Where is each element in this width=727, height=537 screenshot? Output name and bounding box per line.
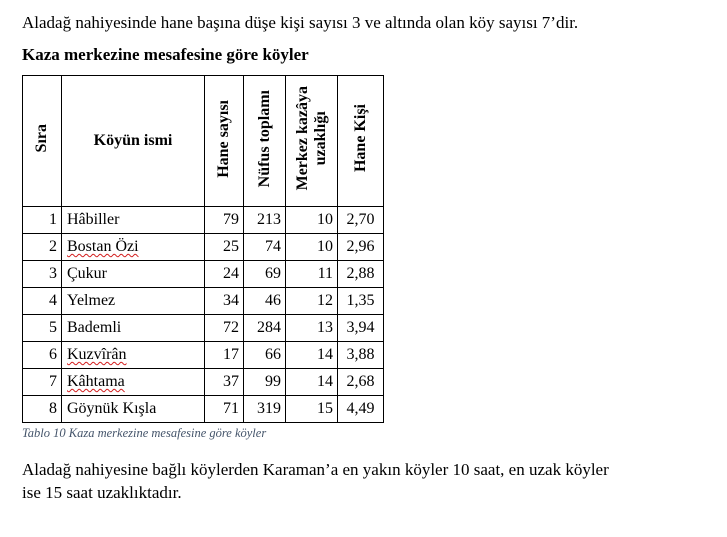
cell-koy: Göynük Kışla: [62, 396, 205, 423]
cell-hane-kisi: 2,70: [338, 207, 384, 234]
cell-sira: 6: [23, 342, 62, 369]
cell-koy: Bademli: [62, 315, 205, 342]
cell-hane: 37: [205, 369, 244, 396]
cell-mesafe: 14: [286, 369, 338, 396]
table-row: [23, 207, 384, 234]
cell-hane-kisi: 2,68: [338, 369, 384, 396]
cell-nufus: 46: [244, 288, 286, 315]
header-mesafe-line2: uzaklığı: [311, 111, 329, 166]
cell-sira: 5: [23, 315, 62, 342]
cell-mesafe: 10: [286, 234, 338, 261]
header-mesafe-line1: Merkez kazâya: [293, 86, 311, 191]
cell-nufus: 284: [244, 315, 286, 342]
table-caption: Tablo 10 Kaza merkezine mesafesine göre köyler: [22, 426, 267, 440]
cell-mesafe: 10: [286, 207, 338, 234]
cell-hane: 17: [205, 342, 244, 369]
cell-koy: Bostan Özi: [62, 234, 205, 261]
table-header-row: [23, 76, 384, 207]
header-hane: Hane sayısı: [205, 76, 244, 207]
cell-nufus: 319: [244, 396, 286, 423]
cell-mesafe: 15: [286, 396, 338, 423]
cell-nufus: 74: [244, 234, 286, 261]
cell-hane: 72: [205, 315, 244, 342]
cell-hane-kisi: 3,94: [338, 315, 384, 342]
header-hane-kisi: Hane Kişi: [338, 76, 384, 207]
cell-hane-kisi: 2,96: [338, 234, 384, 261]
cell-nufus: 69: [244, 261, 286, 288]
table-row: [23, 369, 384, 396]
header-sira: Sıra: [23, 76, 62, 207]
cell-hane: 79: [205, 207, 244, 234]
table-row: [23, 288, 384, 315]
cell-hane-kisi: 3,88: [338, 342, 384, 369]
intro-paragraph: Aladağ nahiyesinde hane başına düşe kişi sayısı 3 ve altında olan köy sayısı 7’dir.: [22, 13, 579, 32]
header-koy: Köyün ismi: [62, 76, 205, 207]
cell-sira: 3: [23, 261, 62, 288]
cell-mesafe: 13: [286, 315, 338, 342]
cell-nufus: 66: [244, 342, 286, 369]
cell-hane: 25: [205, 234, 244, 261]
cell-mesafe: 12: [286, 288, 338, 315]
cell-hane-kisi: 4,49: [338, 396, 384, 423]
cell-sira: 1: [23, 207, 62, 234]
table-row: [23, 315, 384, 342]
cell-sira: 7: [23, 369, 62, 396]
cell-koy: Hâbiller: [62, 207, 205, 234]
cell-hane-kisi: 2,88: [338, 261, 384, 288]
cell-sira: 2: [23, 234, 62, 261]
cell-sira: 8: [23, 396, 62, 423]
table-row: [23, 234, 384, 261]
villages-table: [22, 75, 384, 423]
table-row: [23, 396, 384, 423]
cell-mesafe: 11: [286, 261, 338, 288]
cell-nufus: 213: [244, 207, 286, 234]
cell-hane: 24: [205, 261, 244, 288]
header-nufus: Nüfus toplamı: [244, 76, 286, 207]
cell-koy: Kâhtama: [62, 369, 205, 396]
header-mesafe: [286, 76, 338, 207]
conclusion-paragraph: Aladağ nahiyesine bağlı köylerden Karaman’a en yakın köyler 10 saat, en uzak köyler ise 15 saat uzaklıktadır.: [22, 460, 609, 502]
cell-sira: 4: [23, 288, 62, 315]
cell-koy: Çukur: [62, 261, 205, 288]
section-title: Kaza merkezine mesafesine göre köyler: [22, 45, 309, 64]
cell-hane-kisi: 1,35: [338, 288, 384, 315]
table-row: [23, 261, 384, 288]
cell-nufus: 99: [244, 369, 286, 396]
cell-hane: 71: [205, 396, 244, 423]
cell-koy: Yelmez: [62, 288, 205, 315]
table-row: [23, 342, 384, 369]
cell-koy: Kuzvîrân: [62, 342, 205, 369]
cell-mesafe: 14: [286, 342, 338, 369]
cell-hane: 34: [205, 288, 244, 315]
